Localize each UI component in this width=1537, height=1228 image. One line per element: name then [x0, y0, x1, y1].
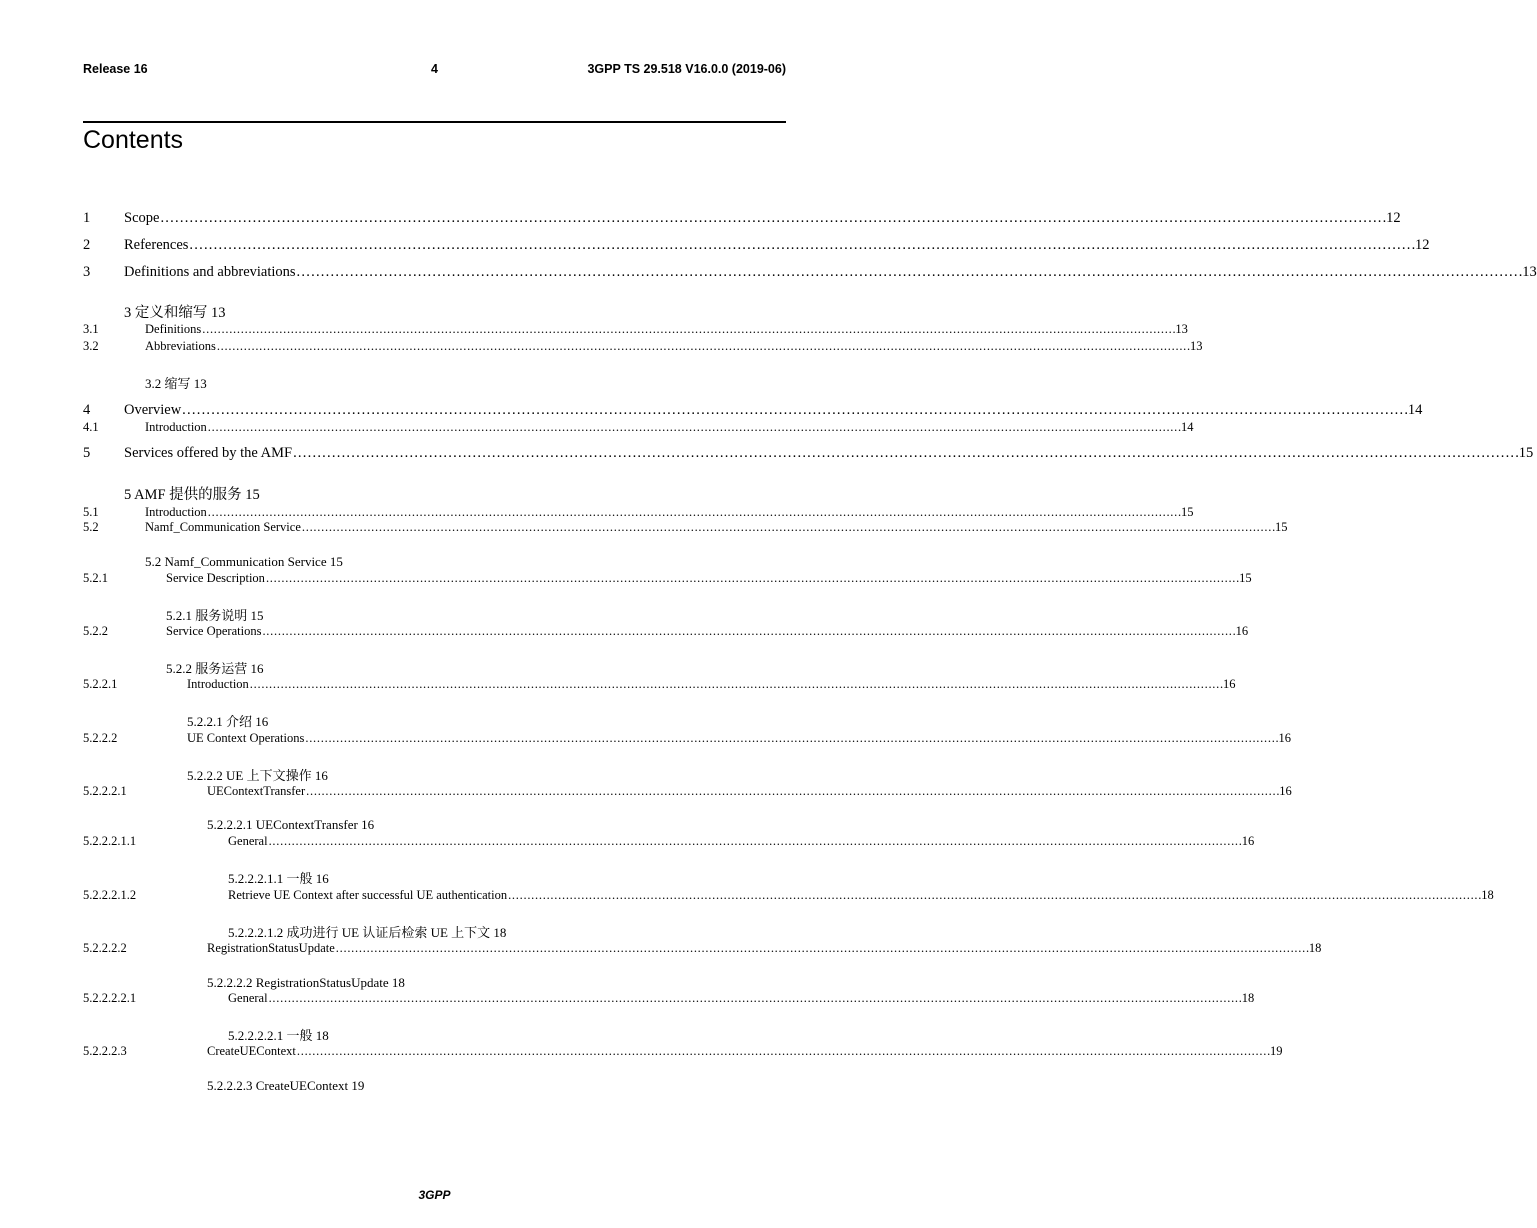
toc-entry-page: 18 [1308, 941, 1322, 955]
toc-entry-page: 13 [1189, 339, 1203, 353]
toc-entry-number: 5.1 [83, 505, 99, 519]
header-release: Release 16 [83, 62, 148, 76]
toc-entry-leader [189, 237, 1414, 254]
toc-entry-page: 14 [1180, 420, 1194, 434]
toc-entry-number: 3.2 [83, 339, 99, 353]
toc-entry-number: 5.2 [83, 520, 99, 534]
toc-entry-number: 5 [83, 445, 91, 461]
toc-entry-leader [305, 731, 1277, 746]
toc-entry-number: 5.2.2.2.2 [83, 941, 127, 955]
toc-entry-page: 15 [1275, 520, 1288, 534]
toc-entry[interactable] [83, 624, 1249, 639]
toc-entry-label: Namf_Communication Service [145, 520, 301, 534]
toc-entry-leader [208, 420, 1180, 435]
toc-entry[interactable] [83, 402, 1423, 419]
toc-entry-page: 16 [1241, 834, 1255, 848]
toc-entry[interactable] [83, 888, 1494, 903]
toc-entry[interactable] [83, 445, 1534, 462]
toc-entry-label: Introduction [187, 677, 249, 691]
toc-entry-page: 15 [1239, 571, 1252, 585]
toc-entry-leader [160, 210, 1385, 227]
toc-entry[interactable] [83, 571, 1252, 586]
toc-entry-label: Scope [124, 210, 160, 226]
toc-entry-leader [208, 505, 1180, 520]
toc-entry-number: 5.2.1 [83, 571, 108, 585]
toc-entry-page: 14 [1407, 402, 1423, 418]
toc-entry-number: 5.2.2.2.1.1 [83, 834, 137, 848]
footer-org: 3GPP [418, 1188, 451, 1202]
toc-entry[interactable] [83, 505, 1194, 520]
toc-entry-number: 4.1 [83, 420, 99, 434]
header-page-number: 4 [431, 62, 438, 76]
toc-entry-leader [293, 445, 1518, 462]
toc-entry-page: 18 [1481, 888, 1494, 902]
toc-entry[interactable] [83, 210, 1401, 227]
toc-entry-page: 18 [1241, 991, 1255, 1005]
toc-entry-page: 12 [1415, 237, 1430, 253]
toc-entry[interactable] [83, 991, 1255, 1006]
toc-entry-page: 15 [1180, 505, 1194, 519]
toc-entry-label: UEContextTransfer [207, 784, 306, 798]
toc-entry[interactable] [83, 339, 1203, 354]
toc-entry-label: RegistrationStatusUpdate [207, 941, 335, 955]
toc-translation-note: 5.2.2.2.1.1 一般 16 [228, 871, 329, 886]
toc-entry-page: 16 [1278, 731, 1291, 745]
toc-entry-label: CreateUEContext [207, 1044, 296, 1058]
toc-entry[interactable] [83, 834, 1255, 849]
toc-entry[interactable] [83, 731, 1291, 746]
toc-entry-number: 5.2.2 [83, 624, 108, 638]
toc-entry[interactable] [83, 264, 1537, 281]
toc-entry-number: 2 [83, 237, 91, 253]
toc-entry-label: General [228, 834, 268, 848]
toc-translation-note: 5.2.2.2.2 RegistrationStatusUpdate 18 [207, 975, 405, 990]
toc-entry[interactable] [83, 520, 1288, 535]
toc-entry-number: 3 [83, 264, 91, 280]
toc-translation-note: 5.2.2.2.1 UEContextTransfer 16 [207, 817, 375, 832]
toc-entry-label: Introduction [145, 420, 207, 434]
toc-entry-leader [182, 402, 1407, 419]
toc-entry-number: 1 [83, 210, 91, 226]
toc-entry-page: 16 [1222, 677, 1236, 691]
toc-entry-number: 4 [83, 402, 91, 418]
toc-entry-label: Introduction [145, 505, 207, 519]
toc-entry-number: 5.2.2.2 [83, 731, 118, 745]
toc-entry[interactable] [83, 1044, 1283, 1059]
toc-entry-number: 5.2.2.1 [83, 677, 118, 691]
toc-entry-number: 5.2.2.2.2.1 [83, 991, 137, 1005]
toc-translation-note: 5.2.2.2.3 CreateUEContext 19 [207, 1078, 365, 1093]
toc-entry-page: 16 [1235, 624, 1249, 638]
toc-entry-number: 5.2.2.2.1.2 [83, 888, 137, 902]
toc-translation-note: 5.2.2.2.1.2 成功进行 UE 认证后检索 UE 上下文 18 [228, 925, 507, 940]
toc-entry-leader [336, 941, 1308, 956]
toc-entry-number: 5.2.2.2.3 [83, 1044, 127, 1058]
toc-entry-leader [297, 264, 1522, 281]
toc-entry[interactable] [83, 784, 1292, 799]
toc-translation-note: 5.2.2 服务运营 16 [166, 661, 264, 676]
toc-entry-label: Definitions [145, 322, 202, 336]
toc-entry-page: 12 [1386, 210, 1401, 226]
toc-entry-leader [297, 1044, 1269, 1059]
toc-entry-number: 5.2.2.2.1 [83, 784, 127, 798]
toc-entry-leader [202, 322, 1174, 337]
toc-entry-leader [269, 991, 1241, 1006]
toc-entry-label: General [228, 991, 268, 1005]
toc-entry-label: UE Context Operations [187, 731, 305, 745]
toc-entry[interactable] [83, 420, 1194, 435]
toc-entry-label: Abbreviations [145, 339, 216, 353]
toc-entry[interactable] [83, 322, 1188, 337]
toc-entry-label: Service Operations [166, 624, 262, 638]
toc-entry-leader [250, 677, 1222, 692]
toc-entry[interactable] [83, 677, 1236, 692]
toc-translation-note: 3 定义和缩写 13 [124, 305, 226, 321]
toc-entry-leader [508, 888, 1480, 903]
toc-translation-note: 5.2.2.2.2.1 一般 18 [228, 1028, 329, 1043]
toc-entry-page: 19 [1270, 1044, 1283, 1058]
toc-entry-leader [262, 624, 1234, 639]
toc-entry-label: Services offered by the AMF [124, 445, 293, 461]
toc-entry[interactable] [83, 941, 1322, 956]
toc-entry-leader [266, 571, 1238, 586]
toc-entry-leader [306, 784, 1278, 799]
toc-entry-page: 16 [1279, 784, 1292, 798]
toc-translation-note: 3.2 缩写 13 [145, 376, 207, 391]
toc-entry-number: 3.1 [83, 322, 99, 336]
toc-entry-leader [302, 520, 1274, 535]
toc-entry-label: Definitions and abbreviations [124, 264, 296, 280]
toc-entry-page: 15 [1518, 445, 1534, 461]
header-spec-id: 3GPP TS 29.518 V16.0.0 (2019-06) [587, 62, 786, 76]
toc-entry-page: 13 [1522, 264, 1537, 280]
toc-entry-label: Overview [124, 402, 182, 418]
toc-entry-leader [217, 339, 1189, 354]
toc-entry-page: 13 [1175, 322, 1188, 336]
toc-entry[interactable] [83, 237, 1430, 254]
toc-entry-label: Retrieve UE Context after successful UE authentication [228, 888, 508, 902]
toc-translation-note: 5.2 Namf_Communication Service 15 [145, 554, 343, 569]
toc-translation-note: 5 AMF 提供的服务 15 [124, 487, 260, 503]
contents-title: Contents [83, 126, 184, 154]
toc-translation-note: 5.2.2.2 UE 上下文操作 16 [187, 768, 328, 783]
toc-translation-note: 5.2.1 服务说明 15 [166, 608, 264, 623]
toc-entry-label: Service Description [166, 571, 265, 585]
toc-entry-leader [269, 834, 1241, 849]
toc-translation-note: 5.2.2.1 介绍 16 [187, 714, 269, 729]
toc-entry-label: References [124, 237, 189, 253]
